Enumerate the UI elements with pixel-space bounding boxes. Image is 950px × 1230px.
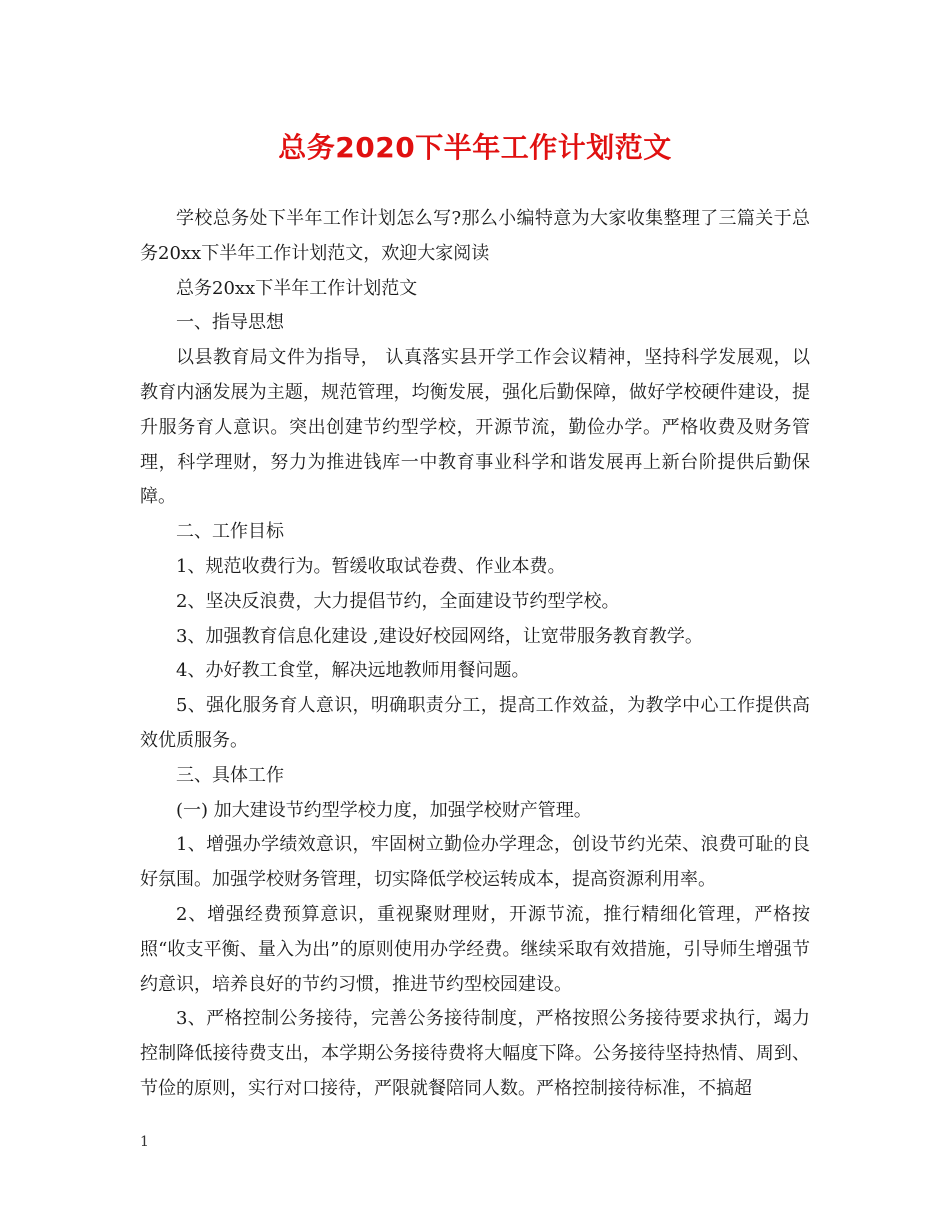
subtitle-paragraph: 总务20xx下半年工作计划范文 xyxy=(176,277,418,299)
goal-item-4: 4、办好教工食堂，解决远地教师用餐问题。 xyxy=(176,660,530,682)
work-item-1: 1、增强办学绩效意识，牢固树立勤俭办学理念，创设节约光荣、浪费可耻的良好氛围。加强学校财务管理，切实降低学校运转成本，提高资源利用率。 xyxy=(140,834,810,891)
section-heading-specific-work: 三、具体工作 xyxy=(176,764,284,786)
document-title: 总务2020下半年工作计划范文 xyxy=(278,131,672,164)
goal-item-1: 1、规范收费行为。暂缓收取试卷费、作业本费。 xyxy=(176,555,566,577)
section-heading-work-goals: 二、工作目标 xyxy=(176,521,284,543)
guiding-ideology-paragraph: 以县教育局文件为指导， 认真落实县开学工作会议精神，坚持科学发展观，以教育内涵发展为主题，规范管理，均衡发展，强化后勤保障，做好学校硬件建设，提升服务育人意识。突出创建节约型学校，开源节流，勤俭办学。严格收费及财务管理，科学理财，努力为推进钱库一中教育事业科学和谐发展再上新台阶提供后勤保障。 xyxy=(140,347,810,508)
work-item-3: 3、严格控制公务接待，完善公务接待制度，严格按照公务接待要求执行，竭力控制降低接待费支出，本学期公务接待费将大幅度下降。公务接待坚持热情、周到、节俭的原则，实行对口接待，严限就餐陪同人数。严格控制接待标准，不搞超 xyxy=(140,1008,810,1099)
goal-item-3: 3、加强教育信息化建设 ,建设好校园网络，让宽带服务教育教学。 xyxy=(176,625,703,647)
intro-paragraph: 学校总务处下半年工作计划怎么写?那么小编特意为大家收集整理了三篇关于总务20xx下半年工作计划范文，欢迎大家阅读 xyxy=(140,208,810,264)
page-number: 1 xyxy=(140,1134,149,1150)
work-item-2: 2、增强经费预算意识，重视聚财理财，开源节流，推行精细化管理，严格按照“收支平衡、量入为出”的原则使用办学经费。继续采取有效措施，引导师生增强节约意识，培养良好的节约习惯，推进节约型校园建设。 xyxy=(140,903,810,995)
goal-item-5: 5、强化服务育人意识，明确职责分工，提高工作效益，为教学中心工作提供高效优质服务。 xyxy=(140,695,810,751)
goal-item-2: 2、坚决反浪费，大力提倡节约，全面建设节约型学校。 xyxy=(176,590,620,612)
section-heading-guiding-ideology: 一、指导思想 xyxy=(176,312,284,334)
subsection-heading-1: (一) 加大建设节约型学校力度，加强学校财产管理。 xyxy=(176,799,592,821)
document-body xyxy=(140,202,810,1107)
